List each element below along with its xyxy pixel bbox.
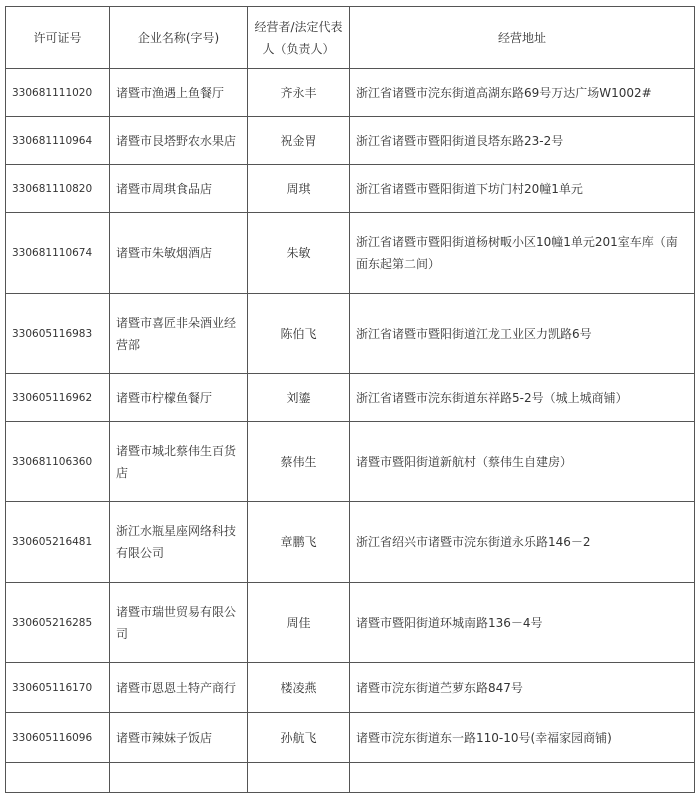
table-row	[6, 422, 695, 502]
header-license: 许可证号	[6, 7, 110, 69]
license-number: 330681110964	[6, 117, 110, 165]
table-row	[6, 374, 695, 422]
business-address	[350, 763, 695, 793]
company-name: 诸暨市朱敏烟酒店	[110, 213, 248, 294]
business-address: 浙江省诸暨市暨阳街道下坊门村20幢1单元	[350, 165, 695, 213]
business-address: 浙江省诸暨市浣东街道东祥路5-2号（城上城商铺）	[350, 374, 695, 422]
company-name: 诸暨市恩恩土特产商行	[110, 663, 248, 713]
header-operator: 经营者/法定代表人（负责人）	[248, 7, 350, 69]
operator-name: 周佳	[248, 583, 350, 663]
table-row	[6, 763, 695, 793]
operator-name: 章鹏飞	[248, 502, 350, 583]
license-number: 330605116170	[6, 663, 110, 713]
company-name: 诸暨市渔遇上鱼餐厅	[110, 69, 248, 117]
company-name: 诸暨市喜匠非朵酒业经营部	[110, 294, 248, 374]
operator-name: 周琪	[248, 165, 350, 213]
license-number: 330605116983	[6, 294, 110, 374]
business-address: 诸暨市浣东街道苎萝东路847号	[350, 663, 695, 713]
license-number: 330605116962	[6, 374, 110, 422]
license-number: 330681106360	[6, 422, 110, 502]
table-row	[6, 165, 695, 213]
license-number: 330605216285	[6, 583, 110, 663]
license-number	[6, 763, 110, 793]
business-address: 浙江省诸暨市暨阳街道艮塔东路23-2号	[350, 117, 695, 165]
table-row	[6, 502, 695, 583]
license-number: 330681110674	[6, 213, 110, 294]
operator-name	[248, 763, 350, 793]
table-row	[6, 294, 695, 374]
license-table	[5, 6, 695, 793]
operator-name: 孙航飞	[248, 713, 350, 763]
company-name: 诸暨市辣妹子饭店	[110, 713, 248, 763]
business-address: 诸暨市浣东街道东一路110-10号(幸福家园商铺)	[350, 713, 695, 763]
header-address: 经营地址	[350, 7, 695, 69]
table-row	[6, 713, 695, 763]
operator-name: 刘鎏	[248, 374, 350, 422]
license-number: 330681110820	[6, 165, 110, 213]
operator-name: 祝金胃	[248, 117, 350, 165]
business-address: 浙江省诸暨市暨阳街道江龙工业区力凯路6号	[350, 294, 695, 374]
company-name: 诸暨市城北蔡伟生百货店	[110, 422, 248, 502]
company-name: 浙江水瓶星座网络科技有限公司	[110, 502, 248, 583]
operator-name: 陈伯飞	[248, 294, 350, 374]
operator-name: 朱敏	[248, 213, 350, 294]
company-name: 诸暨市柠檬鱼餐厅	[110, 374, 248, 422]
company-name: 诸暨市艮塔野农水果店	[110, 117, 248, 165]
company-name: 诸暨市瑞世贸易有限公司	[110, 583, 248, 663]
table-row	[6, 117, 695, 165]
company-name: 诸暨市周琪食品店	[110, 165, 248, 213]
business-address: 诸暨市暨阳街道环城南路136－4号	[350, 583, 695, 663]
business-address: 浙江省绍兴市诸暨市浣东街道永乐路146－2	[350, 502, 695, 583]
header-company: 企业名称(字号)	[110, 7, 248, 69]
license-number: 330605116096	[6, 713, 110, 763]
operator-name: 楼凌燕	[248, 663, 350, 713]
business-address: 浙江省诸暨市浣东街道高湖东路69号万达广场W1002#	[350, 69, 695, 117]
license-number: 330681111020	[6, 69, 110, 117]
operator-name: 蔡伟生	[248, 422, 350, 502]
business-address: 诸暨市暨阳街道新航村（蔡伟生自建房）	[350, 422, 695, 502]
table-row	[6, 213, 695, 294]
table-row	[6, 583, 695, 663]
table-row	[6, 69, 695, 117]
business-address: 浙江省诸暨市暨阳街道杨树畈小区10幢1单元201室车库（南面东起第二间）	[350, 213, 695, 294]
company-name	[110, 763, 248, 793]
license-number: 330605216481	[6, 502, 110, 583]
operator-name: 齐永丰	[248, 69, 350, 117]
header-row	[6, 7, 695, 69]
table-row	[6, 663, 695, 713]
